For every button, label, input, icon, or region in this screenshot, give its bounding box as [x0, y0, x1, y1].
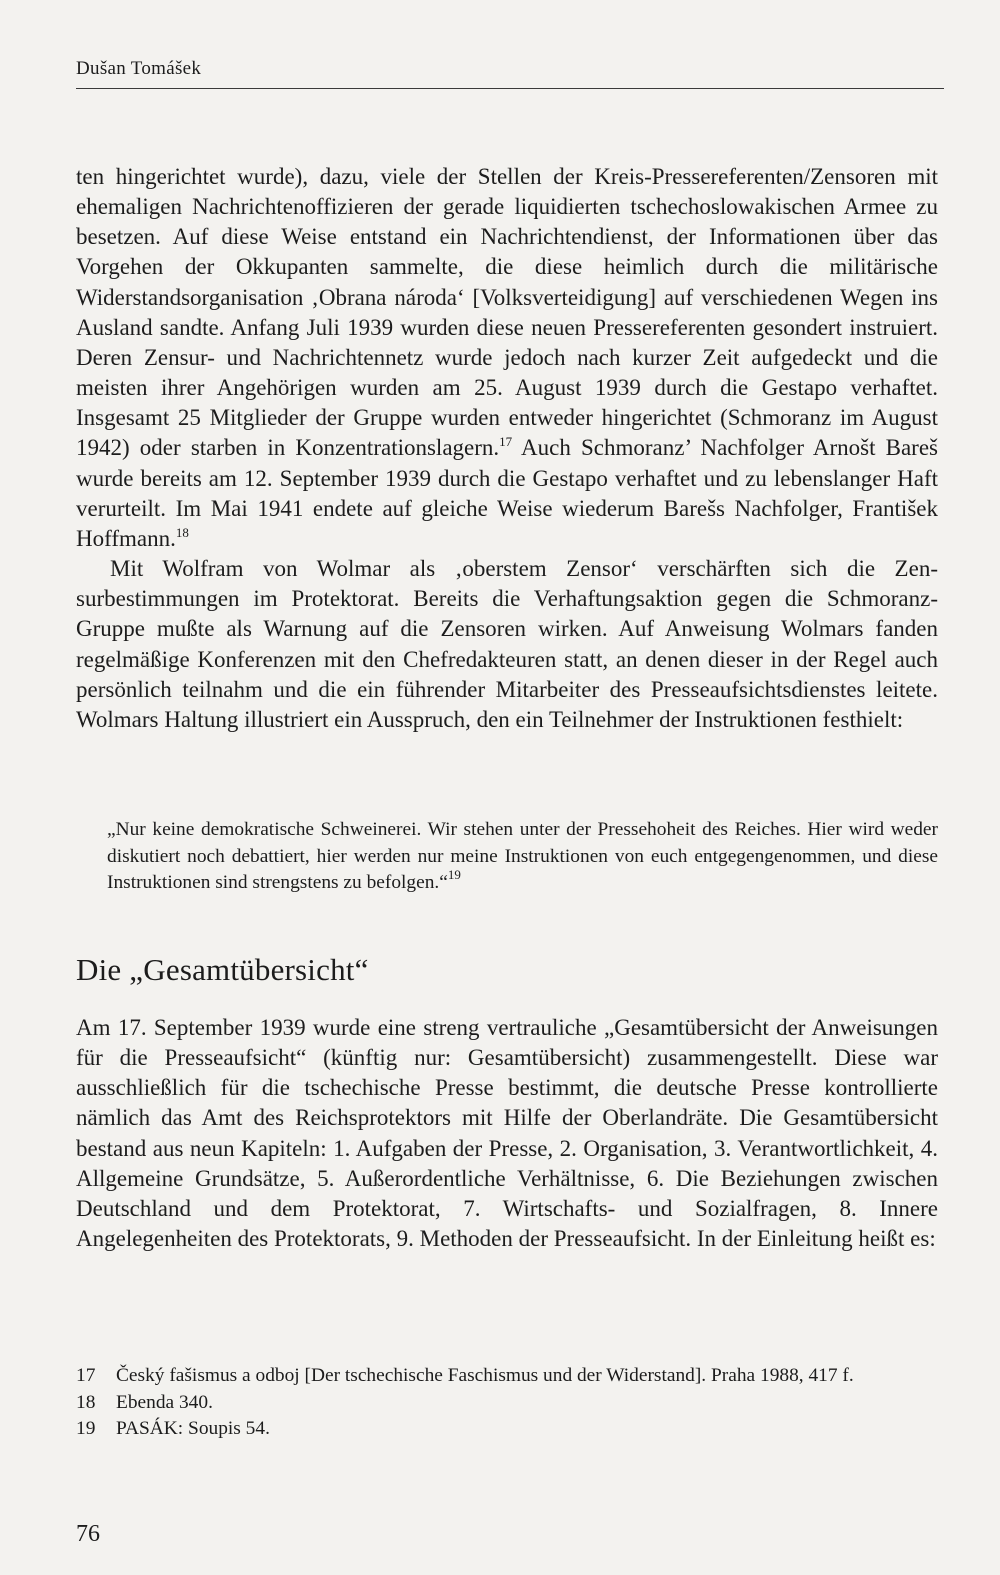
paragraph-1-text: ten hingerichtet wurde), dazu, viele der Stellen der Kreis-Pressereferenten/Zensoren mit ehemaligen Nachrichtenoffizieren der gerade liquidierten tschechoslowakischen Armee zu besetzen. Auf diese Weise entstand ein Nachrichtendienst, der Informationen über das Vorgehen der Okkupanten sammelte, die diese heimlich durch die militärische Widerstandsorganisation ‚Obrana národa‘ [Volksverteidigung] auf verschiedenen Wegen ins Ausland sandte. Anfang Juli 1939 wurden diese neuen Pressereferenten gesondert instruiert. Deren Zensur- und Nachrichtennetz wurde jedoch nach kurzer Zeit aufgedeckt und die meisten ihrer Angehörigen wurden am 25. August 1939 durch die Gestapo verhaftet. Insgesamt 25 Mitglieder der Gruppe wurden entweder hingerichtet (Schmoranz im August 1942) oder starben in Konzentrationslagern. [76, 164, 938, 461]
header-rule [76, 88, 944, 89]
footnote-ref-17: 17 [499, 434, 513, 450]
footnote-ref-18: 18 [175, 524, 189, 540]
footnote-number: 19 [76, 1418, 96, 1439]
footnote-text: Ebenda 340. [116, 1391, 213, 1413]
running-head: Dušan Tomášek [76, 58, 202, 79]
footnote [76, 1416, 938, 1443]
quote-text: „Nur keine demokratische Schweinerei. Wir stehen unter der Pressehoheit des Reiches. Hier wird weder diskutiert noch debattiert, hier werden nur meine Instruktionen von euch entgegengenommen, und diese Instruktionen sind strengstens zu befolgen.“ [107, 819, 938, 893]
footnotes [76, 1363, 938, 1443]
footnote [76, 1363, 938, 1390]
footnote-number: 17 [76, 1365, 96, 1386]
footnote-text: PASÁK: Soupis 54. [116, 1418, 270, 1439]
footnote-number: 18 [76, 1391, 96, 1413]
footnote-ref-19: 19 [447, 867, 461, 882]
block-quote [107, 817, 938, 897]
footnote [76, 1390, 938, 1417]
section-heading: Die „Gesamtübersicht“ [76, 952, 369, 987]
paragraph-1-continued: Auch Schmoranz’ Nachfolger Arnošt Bareš wurde bereits am 12. September 1939 durch die Gestapo verhaftet und zu lebenslanger Haft verurteilt. Im Mai 1941 endete auf gleiche Weise wiederum Barešs Nachfolger, František Hoffmann. [76, 435, 938, 551]
body-text [76, 162, 938, 735]
page-number: 76 [76, 1521, 100, 1547]
paragraph-1 [76, 162, 938, 554]
section-paragraph: Am 17. September 1939 wurde eine streng vertrauliche „Gesamtübersicht der Anweisungen für die Presseaufsicht“ (künftig nur: Gesamtübersicht) zusammengestellt. Diese war ausschließlich für die tschechische Presse bestimmt, die deutsche Presse kontrollierte nämlich das Amt des Reichsprotektors mit Hilfe der Oberlandräte. Die Gesamtübersicht bestand aus neun Kapiteln: 1. Aufgaben der Presse, 2. Organisation, 3. Verantwortlichkeit, 4. Allgemeine Grundsätze, 5. Außerordentliche Verhältnisse, 6. Die Beziehungen zwischen Deutschland und dem Protektorat, 7. Wirtschafts- und Sozialfragen, 8. Innere Angelegenheiten des Protektorats, 9. Methoden der Presseaufsicht. In der Einleitung heißt es: [76, 1015, 938, 1252]
footnote-text: Český fašismus a odboj [Der tschechische Faschismus und der Widerstand]. Praha 1988, 417 f. [116, 1365, 854, 1386]
paragraph-2: Mit Wolfram von Wolmar als ‚oberstem Zensor‘ verschärften sich die Zensurbestimmungen im Protektorat. Bereits die Verhaftungsaktion gegen die Schmoranz-Gruppe mußte als Warnung auf die Zensoren wirken. Auf Anweisung Wolmars fanden regelmäßige Konferenzen mit den Chefredakteuren statt, an denen dieser in der Regel auch persönlich teilnahm und die ein führender Mitarbeiter des Presseaufsichtsdienstes leitete. Wolmars Haltung illustriert ein Ausspruch, den ein Teilnehmer der Instruktionen festhielt: [76, 556, 938, 732]
